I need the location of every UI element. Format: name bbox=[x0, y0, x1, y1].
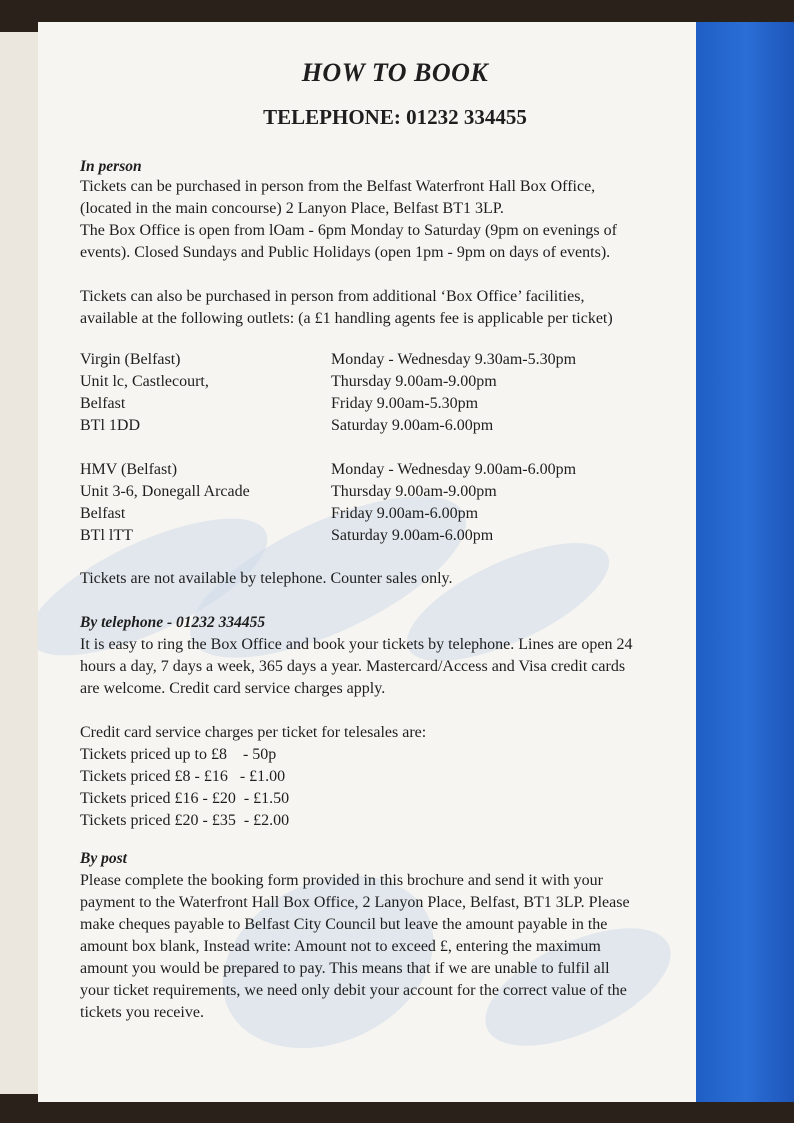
outlet-address-line: HMV (Belfast) bbox=[80, 461, 178, 478]
charge-line: Tickets priced up to £8 - 50p bbox=[80, 746, 277, 763]
in-person-subheading: In person bbox=[80, 158, 142, 175]
outlet-hours-line: Monday - Wednesday 9.00am-6.00pm bbox=[331, 461, 577, 478]
by-telephone-subheading: By telephone - 01232 334455 bbox=[80, 614, 266, 631]
outlet-hours-line: Thursday 9.00am-9.00pm bbox=[331, 373, 497, 390]
brochure-page bbox=[38, 22, 794, 1102]
facing-page-edge bbox=[0, 32, 40, 1094]
in-person-paragraph-3: Tickets can also be purchased in person from additional ‘Box Office’ facilities, available at the following outlets: (a £1 handling agents fee is applicable per ticket) bbox=[80, 288, 613, 327]
outlet-address-line: BTl lTT bbox=[80, 527, 133, 544]
telephone-heading: TELEPHONE: 01232 334455 bbox=[263, 105, 527, 129]
in-person-paragraph-1: Tickets can be purchased in person from the Belfast Waterfront Hall Box Office, (located in the main concourse) 2 Lanyon Place, Belfast BT1 3LP. bbox=[80, 178, 596, 217]
blue-side-stripe bbox=[696, 22, 794, 1102]
charge-line: Tickets priced £20 - £35 - £2.00 bbox=[80, 812, 290, 829]
outlet-address-line: Belfast bbox=[80, 395, 126, 412]
charge-line: Tickets priced £16 - £20 - £1.50 bbox=[80, 790, 290, 807]
outlet-hours-line: Friday 9.00am-5.30pm bbox=[331, 395, 479, 412]
outlet-hours-line: Monday - Wednesday 9.30am-5.30pm bbox=[331, 351, 577, 368]
outlet-hours-line: Saturday 9.00am-6.00pm bbox=[331, 417, 494, 434]
by-post-paragraph: Please complete the booking form provided in this brochure and send it with your payment to the Waterfront Hall Box Office, 2 Lanyon Place, Belfast, BT1 3LP. Please make cheques payable to Belfast City Council but leave the amount payable in the amount box blank, Instead write: Amount not to exceed £, entering the maximum amount you would be prepared to pay. This means that if we are unable to fulfil all your ticket requirements, we need only debit your account for the correct value of the tickets you receive. bbox=[80, 872, 630, 1021]
by-telephone-paragraph: It is easy to ring the Box Office and book your tickets by telephone. Lines are open 24 hours a day, 7 days a week, 365 days a year. Mastercard/Access and Visa credit cards are welcome. Credit card service charges apply. bbox=[80, 636, 633, 697]
charges-intro: Credit card service charges per ticket for telesales are: bbox=[80, 724, 427, 741]
charge-line: Tickets priced £8 - £16 - £1.00 bbox=[80, 768, 286, 785]
outlet-address-line: Unit lc, Castlecourt, bbox=[80, 373, 209, 390]
outlet-address-line: Unit 3-6, Donegall Arcade bbox=[80, 483, 250, 500]
outlet-address-line: BTl 1DD bbox=[80, 417, 140, 434]
by-post-subheading: By post bbox=[80, 850, 127, 867]
in-person-paragraph-2: The Box Office is open from lOam - 6pm Monday to Saturday (9pm on evenings of events). Closed Sundays and Public Holidays (open 1pm - 9pm on days of events). bbox=[80, 222, 617, 261]
page-title: HOW TO BOOK bbox=[301, 58, 489, 87]
outlet-address-line: Belfast bbox=[80, 505, 126, 522]
outlet-address-line: Virgin (Belfast) bbox=[80, 351, 181, 368]
outlet-hours-line: Friday 9.00am-6.00pm bbox=[331, 505, 479, 522]
counter-sales-note: Tickets are not available by telephone. Counter sales only. bbox=[80, 570, 453, 587]
outlet-hours-line: Saturday 9.00am-6.00pm bbox=[331, 527, 494, 544]
outlet-hours-line: Thursday 9.00am-9.00pm bbox=[331, 483, 497, 500]
